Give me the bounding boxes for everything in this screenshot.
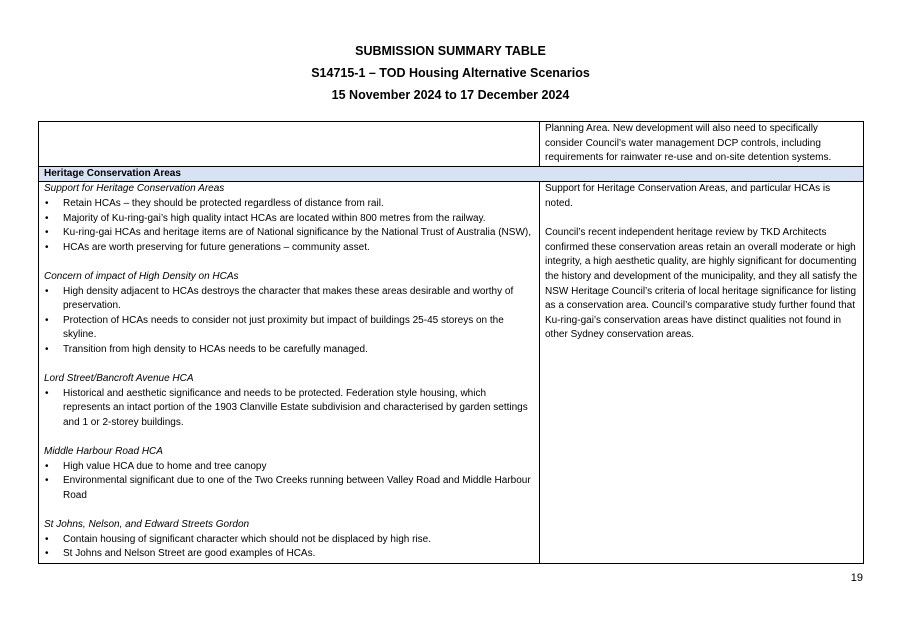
- submission-cell-empty: [39, 122, 540, 167]
- bullet-list: [44, 533, 534, 562]
- group-heading: Lord Street/Bancroft Avenue HCA: [44, 373, 194, 385]
- group-heading: Concern of impact of High Density on HCAs: [44, 270, 239, 282]
- bullet-list: [44, 197, 534, 255]
- submission-summary-table: [38, 121, 864, 564]
- document-date-range: 15 November 2024 to 17 December 2024: [331, 88, 570, 102]
- document-subtitle: S14715-1 – TOD Housing Alternative Scenarios: [311, 66, 590, 80]
- table-row: [39, 122, 864, 167]
- table-row: [39, 182, 864, 563]
- group-heading: Support for Heritage Conservation Areas: [44, 183, 225, 195]
- list-item: • Ku-ring-gai HCAs and heritage items are of National significance by the National Trust of Australia (NSW),: [44, 226, 534, 241]
- response-paragraph: Council’s recent independent heritage review by TKD Architects confirmed these conservation areas retain an overall moderate or high integrity, a high aesthetic quality, are highly significant for documenting the history and development of the municipality, and they all satisfy the NSW Heritage Council’s criteria of local heritage significance for listing as a conservation area. Council’s comparative study further found that Ku-ring-gai’s conservation areas have distinct qualities not found in other Sydney conservation areas.: [545, 227, 858, 341]
- list-item: • Majority of Ku-ring-gai’s high quality intact HCAs are located within 800 metres from the railway.: [44, 212, 534, 227]
- section-header-row: [39, 166, 864, 182]
- response-cell-continued: Planning Area. New development will also need to specifically consider Council’s water management DCP controls, including requirements for rainwater re-use and on-site detention systems.: [540, 122, 864, 167]
- list-item: • High density adjacent to HCAs destroys the character that makes these areas desirable and worthy of preservation.: [44, 285, 534, 314]
- response-cell: [540, 182, 864, 563]
- page-number: 19: [850, 572, 863, 584]
- spacer: [44, 503, 534, 518]
- group-heading: St Johns, Nelson, and Edward Streets Gordon: [44, 519, 250, 531]
- spacer: [44, 255, 534, 270]
- section-title: Heritage Conservation Areas: [39, 166, 864, 182]
- spacer: [545, 212, 858, 227]
- list-item: • Transition from high density to HCAs needs to be carefully managed.: [44, 343, 534, 358]
- bullet-list: [44, 460, 534, 504]
- list-item: • Protection of HCAs needs to consider not just proximity but impact of buildings 25-45 storeys on the skyline.: [44, 314, 534, 343]
- list-item: • Contain housing of significant character which should not be displaced by high rise.: [44, 533, 534, 548]
- list-item: • Environmental significant due to one of the Two Creeks running between Valley Road and Middle Harbour Road: [44, 474, 534, 503]
- bullet-list: [44, 285, 534, 358]
- submission-cell: [39, 182, 540, 563]
- response-paragraph: Support for Heritage Conservation Areas, and particular HCAs is noted.: [545, 183, 831, 209]
- list-item: • Retain HCAs – they should be protected regardless of distance from rail.: [44, 197, 534, 212]
- spacer: [44, 430, 534, 445]
- group-heading: Middle Harbour Road HCA: [44, 446, 163, 458]
- document-title: SUBMISSION SUMMARY TABLE: [355, 44, 546, 58]
- list-item: • HCAs are worth preserving for future generations – community asset.: [44, 241, 534, 256]
- list-item: • High value HCA due to home and tree canopy: [44, 460, 534, 475]
- list-item: • St Johns and Nelson Street are good examples of HCAs.: [44, 547, 534, 562]
- list-item: • Historical and aesthetic significance and needs to be protected. Federation style housing, which represents an intact portion of the 1903 Clanville Estate subdivision and characterised by garden settings and 1 or 2-storey buildings.: [44, 387, 534, 431]
- spacer: [44, 358, 534, 373]
- bullet-list: [44, 387, 534, 431]
